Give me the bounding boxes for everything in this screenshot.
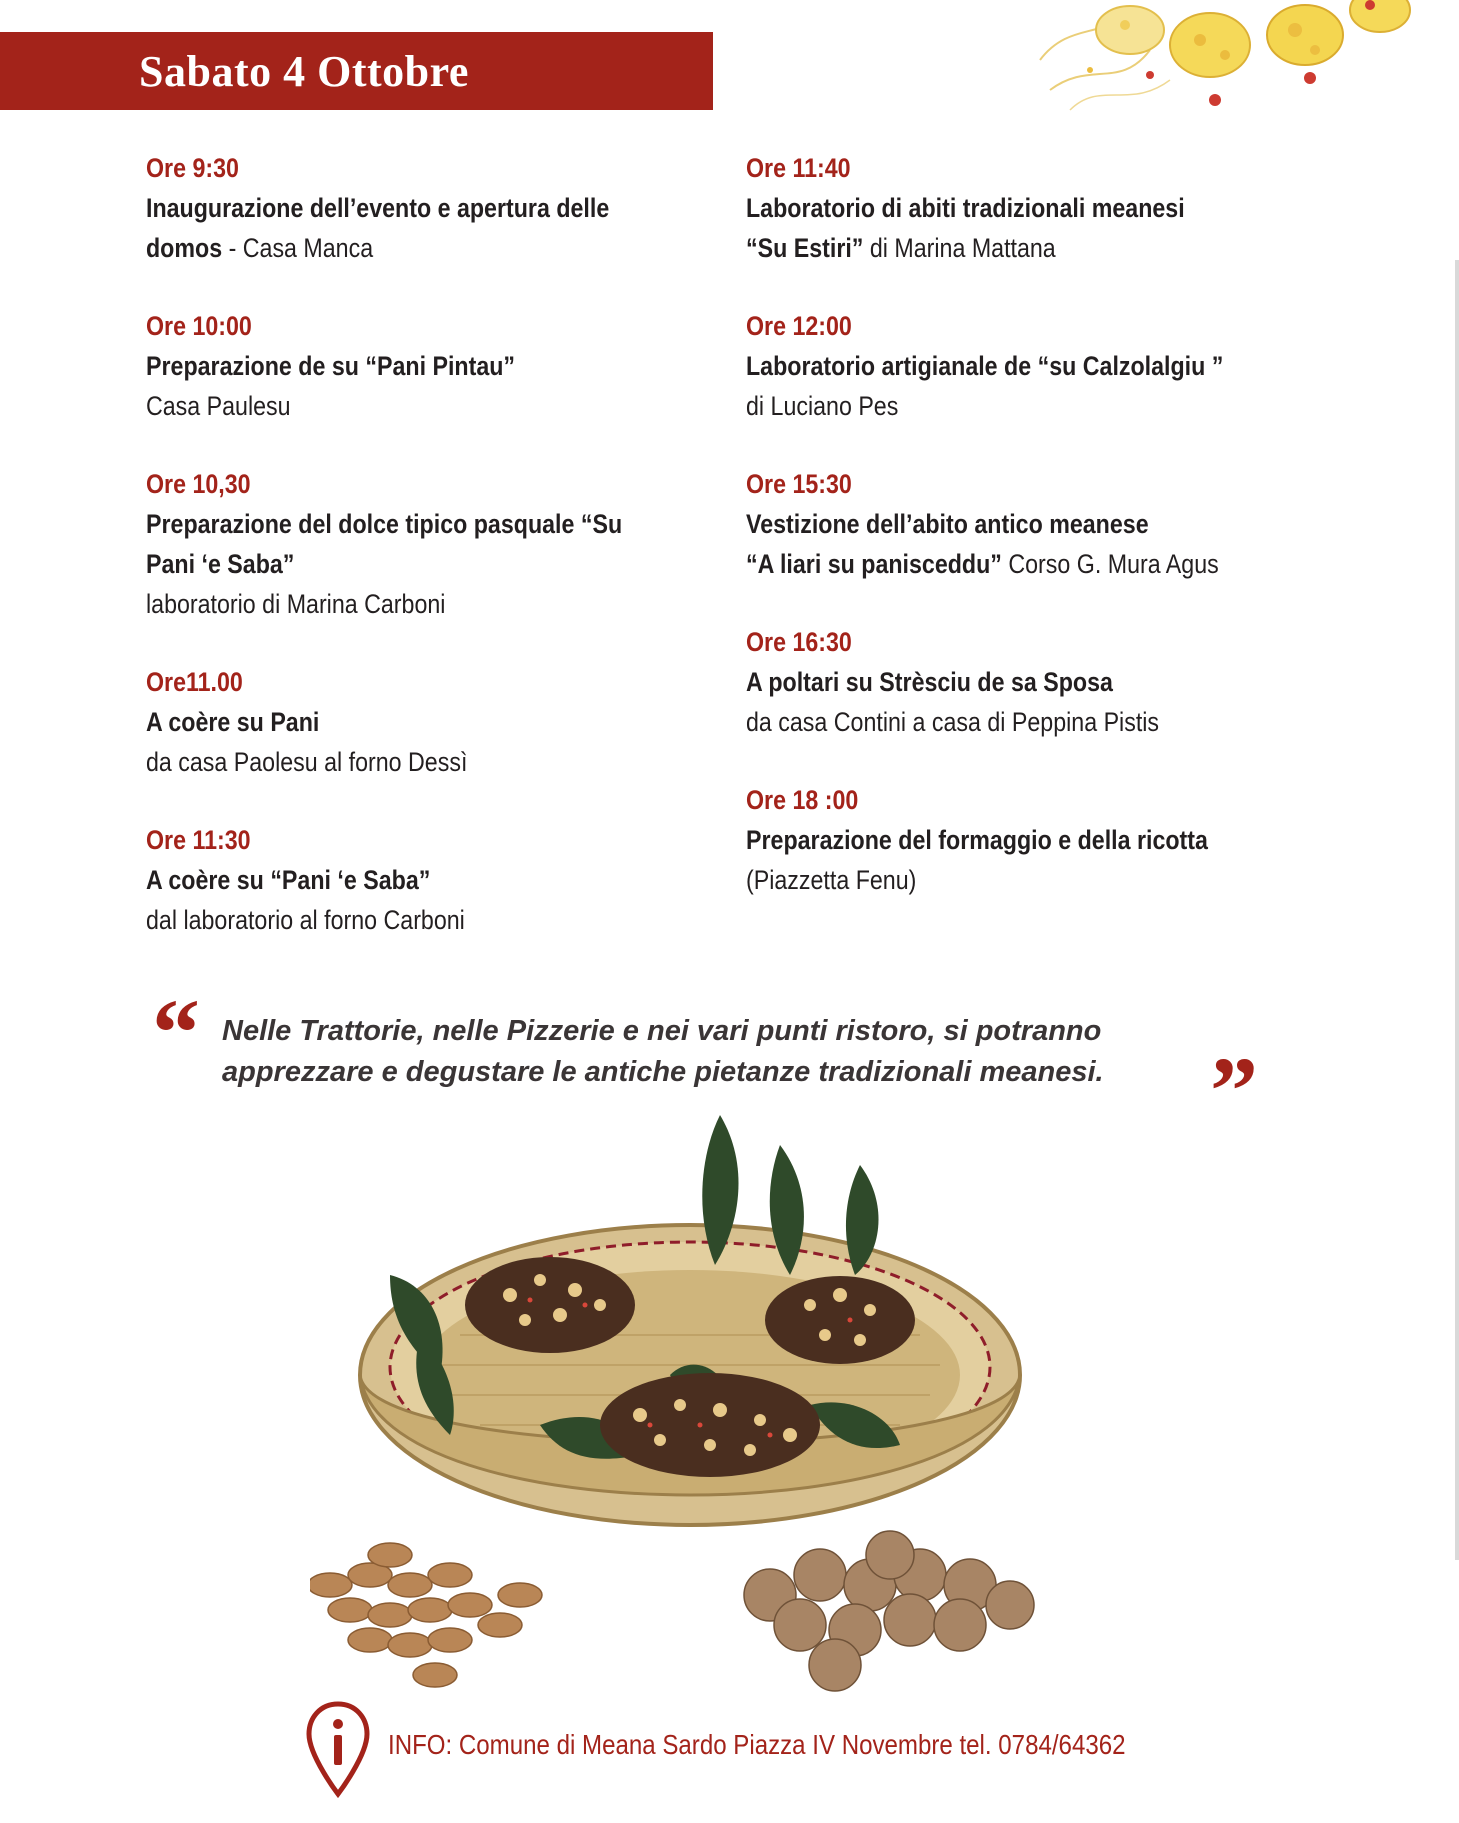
event-description: A poltari su Strèsciu de sa Sposa da casa Contini a casa di Peppina Pistis	[746, 667, 1160, 737]
right-column	[746, 148, 1346, 938]
event-item	[746, 306, 1346, 426]
page-edge-divider	[1455, 260, 1459, 1560]
event-item	[746, 780, 1346, 900]
quote-text	[222, 1011, 1242, 1093]
info-text: INFO: Comune di Meana Sardo Piazza IV Novembre tel. 0784/64362	[388, 1729, 1126, 1760]
event-item	[146, 464, 716, 624]
basket-of-sweets-icon	[310, 1105, 1050, 1705]
event-item	[146, 662, 716, 782]
event-description: Preparazione de su “Pani Pintau” Casa Paulesu	[146, 351, 516, 421]
quote-line: Nelle Trattorie, nelle Pizzerie e nei vari punti ristoro, si potranno	[222, 1015, 1102, 1047]
quote-open-mark: “	[152, 979, 200, 1086]
event-description: Inaugurazione dell’evento e apertura delle domos - Casa Manca	[146, 193, 610, 263]
easter-ornaments-icon	[1030, 0, 1430, 130]
event-description: Laboratorio artigianale de “su Calzolalgiu ” di Luciano Pes	[746, 351, 1224, 421]
event-time: Ore 10:00	[146, 311, 252, 341]
page-title: Sabato 4 Ottobre	[139, 47, 469, 96]
event-time: Ore 10,30	[146, 469, 251, 499]
event-description: Preparazione del formaggio e della ricotta (Piazzetta Fenu)	[746, 825, 1208, 895]
event-time: Ore 9:30	[146, 153, 239, 183]
info-pin-icon	[305, 1700, 371, 1800]
event-description: A coère su Pani da casa Paolesu al forno Dessì	[146, 707, 468, 777]
event-time: Ore 16:30	[746, 627, 852, 657]
event-description: Vestizione dell’abito antico meanese “A liari su panisceddu” Corso G. Mura Agus	[746, 509, 1219, 579]
event-time: Ore 18 :00	[746, 785, 859, 815]
event-item	[146, 820, 716, 940]
event-description: A coère su “Pani ‘e Saba” dal laboratorio al forno Carboni	[146, 865, 465, 935]
event-description: Preparazione del dolce tipico pasquale “Su Pani ‘e Saba” laboratorio di Marina Carboni	[146, 509, 623, 619]
event-time: Ore 11:40	[746, 153, 851, 183]
event-item	[146, 306, 716, 426]
event-time: Ore 15:30	[746, 469, 852, 499]
event-time: Ore 11:30	[146, 825, 251, 855]
header-band	[0, 32, 713, 110]
event-item	[146, 148, 716, 268]
event-time: Ore 12:00	[746, 311, 852, 341]
event-description: Laboratorio di abiti tradizionali meanesi “Su Estiri” di Marina Mattana	[746, 193, 1185, 263]
quote-line: apprezzare e degustare le antiche pietanze tradizionali meanesi.	[222, 1056, 1104, 1088]
event-time: Ore11.00	[146, 667, 243, 697]
event-item	[746, 622, 1346, 742]
event-item	[746, 148, 1346, 268]
quote-close-mark: ”	[1210, 1037, 1258, 1144]
left-column	[146, 148, 716, 978]
event-item	[746, 464, 1346, 584]
